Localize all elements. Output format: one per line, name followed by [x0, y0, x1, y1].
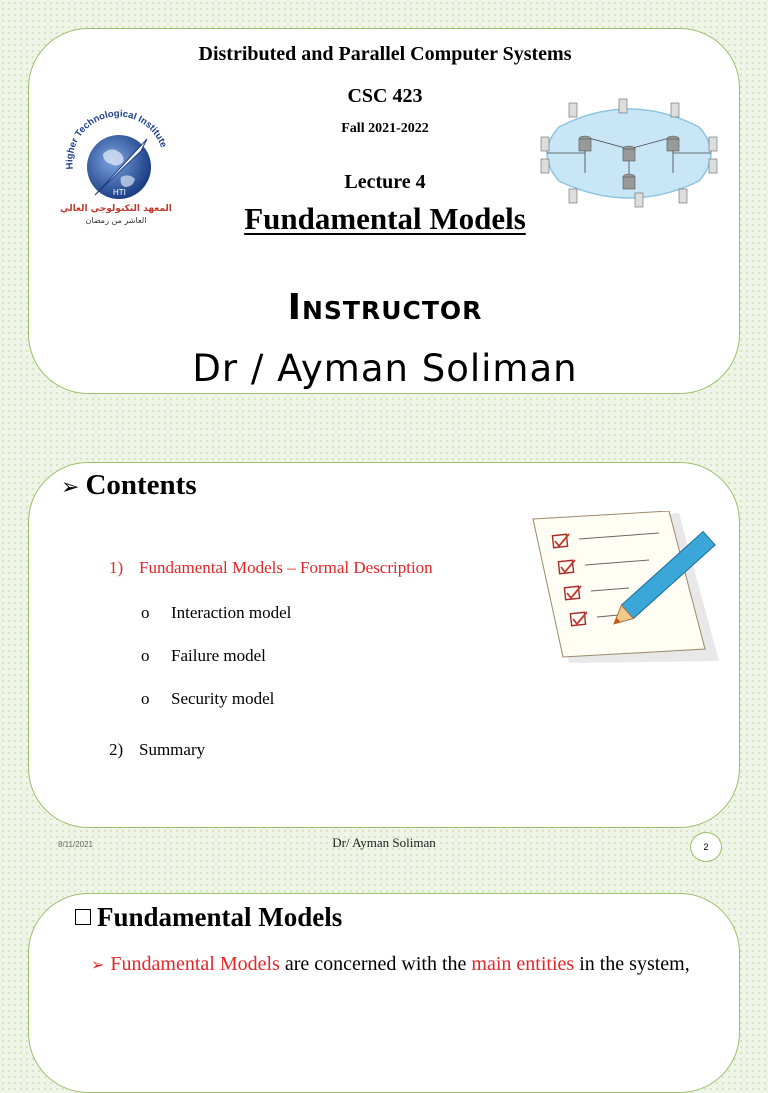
circle-bullet-icon: o [141, 603, 150, 622]
instructor-label: Instructor [287, 287, 483, 328]
checklist-pencil-icon [519, 511, 719, 663]
paragraph-text: in the system, [574, 953, 690, 975]
slide-heading-text: Fundamental Models [97, 902, 343, 932]
contents-heading [61, 469, 197, 502]
paragraph [91, 950, 717, 979]
footer-author: Dr/ Ayman Soliman [332, 835, 436, 850]
contents-slide [28, 462, 740, 828]
arrow-bullet-icon: ➢ [61, 475, 80, 500]
logo-arabic-city: العاشر من رمضان [85, 216, 147, 225]
highlight-text: Fundamental Models [110, 953, 280, 975]
circle-bullet-icon: o [141, 689, 150, 708]
footer-date: 8/11/2021 [58, 840, 93, 849]
square-bullet-icon [75, 909, 91, 925]
institute-logo-icon [51, 99, 181, 229]
page-number: 2 [690, 832, 722, 862]
list-item [109, 558, 433, 578]
item-number: 1) [109, 558, 124, 577]
lecture-number: Lecture 4 [344, 171, 426, 193]
fundamental-models-slide [28, 893, 740, 1093]
circle-bullet-icon: o [141, 646, 150, 665]
course-code: CSC 423 [347, 85, 423, 107]
arrow-bullet-icon: ➢ [91, 955, 105, 974]
network-diagram-icon [539, 97, 719, 209]
paragraph-text: are concerned with the [279, 953, 472, 975]
item-label: Summary [139, 740, 206, 759]
list-item [109, 740, 205, 760]
item-number: 2) [109, 740, 124, 759]
title-slide [28, 28, 740, 394]
logo-arc-text: Higher Technological Institute [64, 108, 169, 170]
term: Fall 2021-2022 [341, 121, 429, 136]
list-item [141, 603, 291, 623]
highlight-text: main entities [471, 953, 575, 975]
logo-initials: HTI [113, 188, 126, 197]
course-name: Distributed and Parallel Computer Systems [198, 43, 572, 65]
lecture-title-text: Fundamental Models [244, 201, 526, 236]
logo-arabic-name: المعهد التكنولوجي العالي [60, 204, 172, 214]
list-item [141, 646, 266, 666]
contents-heading-text: Contents [85, 469, 197, 501]
item-label: Fundamental Models – Formal Description [139, 558, 433, 577]
list-item [141, 689, 274, 709]
item-label: Failure model [171, 646, 266, 665]
instructor-name: Dr / Ayman Soliman [192, 347, 578, 390]
item-label: Interaction model [171, 603, 292, 622]
item-label: Security model [171, 689, 275, 708]
slide-heading [75, 902, 342, 933]
